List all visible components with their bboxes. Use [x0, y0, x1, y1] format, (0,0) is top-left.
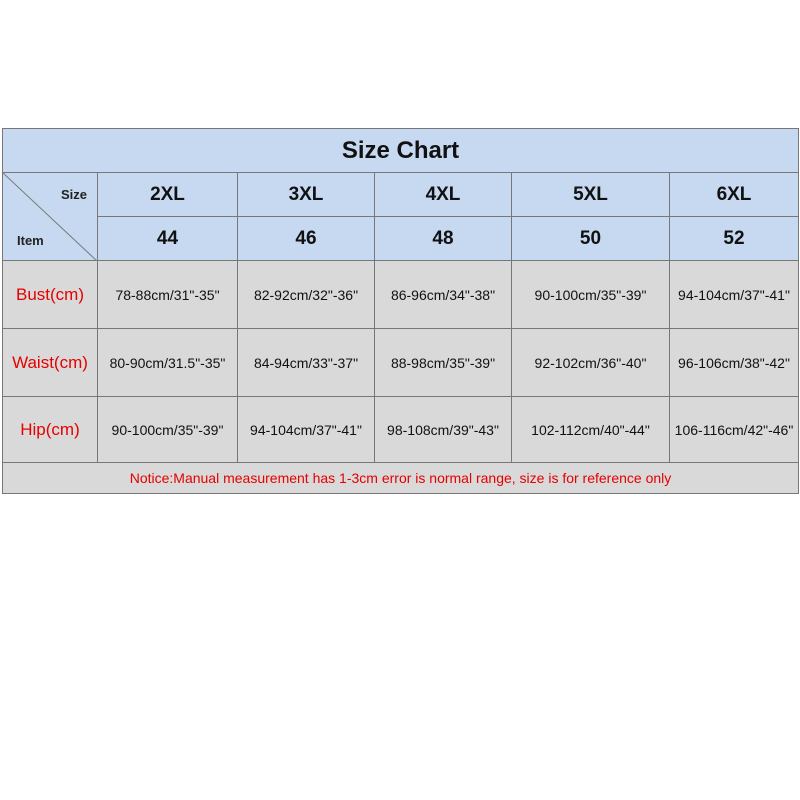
corner-header: [3, 173, 97, 261]
row-label-bust: Bust(cm): [3, 261, 97, 329]
bust-5xl: 90-100cm/35"-39": [511, 261, 669, 329]
size-number-48: 48: [374, 217, 511, 261]
hip-6xl: 106-116cm/42"-46": [669, 397, 798, 463]
size-name-2xl: 2XL: [97, 173, 237, 217]
row-label-hip: Hip(cm): [3, 397, 97, 463]
size-name-3xl: 3XL: [237, 173, 374, 217]
bust-2xl: 78-88cm/31"-35": [97, 261, 237, 329]
hip-3xl: 94-104cm/37"-41": [237, 397, 374, 463]
hip-2xl: 90-100cm/35"-39": [97, 397, 237, 463]
waist-3xl: 84-94cm/33"-37": [237, 329, 374, 397]
bust-4xl: 86-96cm/34"-38": [374, 261, 511, 329]
corner-size-label: Size: [60, 187, 87, 202]
hip-5xl: 102-112cm/40"-44": [511, 397, 669, 463]
row-label-waist: Waist(cm): [3, 329, 97, 397]
waist-6xl: 96-106cm/38"-42": [669, 329, 798, 397]
size-chart-table: [2, 128, 799, 494]
hip-4xl: 98-108cm/39"-43": [374, 397, 511, 463]
size-number-50: 50: [511, 217, 669, 261]
size-number-44: 44: [97, 217, 237, 261]
waist-2xl: 80-90cm/31.5"-35": [97, 329, 237, 397]
waist-4xl: 88-98cm/35"-39": [374, 329, 511, 397]
corner-item-label: Item: [17, 233, 44, 248]
size-name-6xl: 6XL: [669, 173, 798, 217]
notice-text: Notice:Manual measurement has 1-3cm error is normal range, size is for reference only: [3, 463, 798, 493]
bust-3xl: 82-92cm/32"-36": [237, 261, 374, 329]
size-name-5xl: 5XL: [511, 173, 669, 217]
chart-title: Size Chart: [3, 129, 798, 173]
waist-5xl: 92-102cm/36"-40": [511, 329, 669, 397]
bust-6xl: 94-104cm/37"-41": [669, 261, 798, 329]
size-name-4xl: 4XL: [374, 173, 511, 217]
size-number-52: 52: [669, 217, 798, 261]
size-number-46: 46: [237, 217, 374, 261]
